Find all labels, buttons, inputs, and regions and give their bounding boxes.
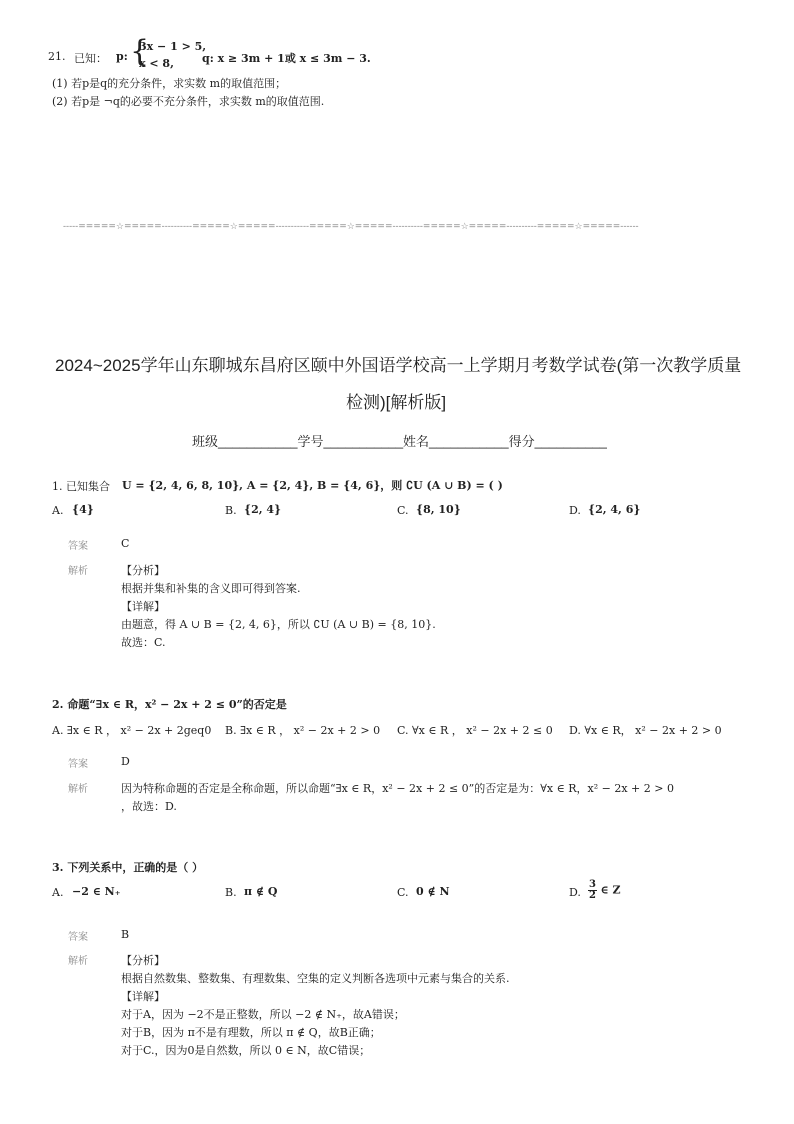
q1-answer: C [121,537,130,550]
q2-answer: D [121,755,130,768]
q1-option-d-key: D. [569,504,581,517]
q3-option-d-rest: ∈ Z [600,883,621,897]
q2-option-c: C. ∀x ∈ R ， x² − 2x + 2 ≤ 0 [397,724,553,737]
q1-option-b: {2, 4} [244,503,282,516]
q3-option-a: −2 ∈ N₊ [72,885,121,898]
q21-lead: 已知： [74,52,107,65]
q3-option-b: π ∉ Q [244,885,278,898]
section-separator: -----=====☆=====----------=====☆=====-----------=====☆=====----------=====☆=====----------=====☆=====------ [63,222,639,232]
q1-option-c: {8, 10} [416,503,461,516]
q21-p-line1: 3x − 1 > 5, [139,40,207,53]
q2-option-d: D. ∀x ∈ R， x² − 2x + 2 > 0 [569,724,722,737]
q3-answer: B [121,928,130,941]
q3-option-d-key: D. [569,886,581,899]
q1-analysis-line4: 由题意，得 A ∪ B = {2, 4, 6}，所以 ∁U (A ∪ B) = {8, 10}. [121,618,436,631]
q2-option-a: A. ∃x ∈ R ， x² − 2x + 2geq0 [52,724,212,737]
q3-option-d [588,880,620,901]
q1-answer-label: 答案 [68,541,88,552]
q1-option-b-key: B. [225,504,237,517]
q3-option-d-fraction [588,880,597,901]
q3-analysis-line3: 【详解】 [121,990,165,1003]
q3-answer-label: 答案 [68,932,88,943]
q2-answer-label: 答案 [68,759,88,770]
q1-analysis-line3: 【详解】 [121,600,165,613]
q1-analysis-label: 解析 [68,566,88,577]
exam-title-line1: 2024~2025学年山东聊城东昌府区颐中外国语学校高一上学期月考数学试卷(第一次教学质量 [55,356,742,375]
q1-analysis-line5: 故选：C. [121,636,166,649]
q1-option-d: {2, 4, 6} [588,503,641,516]
q2-option-b: B. ∃x ∈ R ， x² − 2x + 2 > 0 [225,724,381,737]
q21-number: 21. [48,50,66,63]
q3-option-c-key: C. [397,886,409,899]
q3-option-d-denominator: 2 [589,890,596,901]
q3-analysis-line6: 对于C.，因为0是自然数，所以 0 ∈ N，故C错误； [121,1044,371,1057]
q3-analysis-line4: 对于A，因为 −2不是正整数，所以 −2 ∉ N₊，故A错误； [121,1008,405,1021]
q3-analysis-line1: 【分析】 [121,954,165,967]
q3-analysis-line2: 根据自然数集、整数集、有理数集、空集的定义判断各选项中元素与集合的关系. [121,972,510,985]
q1-analysis-line2: 根据并集和补集的含义即可得到答案. [121,582,301,595]
q3-option-d-numerator: 3 [589,879,596,890]
q3-analysis-line5: 对于B，因为 π不是有理数，所以 π ∉ Q，故B正确； [121,1026,381,1039]
q3-option-c: 0 ∉ N [416,885,450,898]
student-info-line: 班级___________学号___________姓名___________得分__________ [192,434,607,449]
q21-p-line2: x < 8, [139,57,174,70]
q3-option-a-key: A. [52,886,64,899]
q21-p-label: p: [116,50,128,63]
q21-part2: (2) 若p是 ¬q的必要不充分条件，求实数 m的取值范围. [52,95,325,108]
q1-option-a: {4} [72,503,94,516]
q3-analysis-label: 解析 [68,956,88,967]
exam-title-line2: 检测)[解析版] [346,393,447,412]
q3-stem: 3. 下列关系中，正确的是（ ） [52,861,204,874]
q1-option-c-key: C. [397,504,409,517]
q21-part1: (1) 若p是q的充分条件，求实数 m的取值范围； [52,77,287,90]
q2-stem: 2. 命题“∃x ∈ R，x² − 2x + 2 ≤ 0”的否定是 [52,698,287,711]
q1-analysis-line1: 【分析】 [121,564,165,577]
q1-stem-text: 1. 已知集合 [52,480,110,493]
q1-stem-math: U = {2, 4, 6, 8, 10}, A = {2, 4}, B = {4, 6}，则 ∁U (A ∪ B) = ( ) [122,479,503,492]
q2-analysis-line1: 因为特称命题的否定是全称命题，所以命题“∃x ∈ R，x² − 2x + 2 ≤ 0”的否定是为：∀x ∈ R，x² − 2x + 2 > 0 [121,782,674,795]
q21-q-text: q: x ≥ 3m + 1或 x ≤ 3m − 3. [202,52,371,65]
q3-option-b-key: B. [225,886,237,899]
q1-option-a-key: A. [52,504,64,517]
q2-analysis-label: 解析 [68,784,88,795]
q2-analysis-line2: ，故选：D. [121,800,177,813]
q21-brace: { [130,34,150,69]
